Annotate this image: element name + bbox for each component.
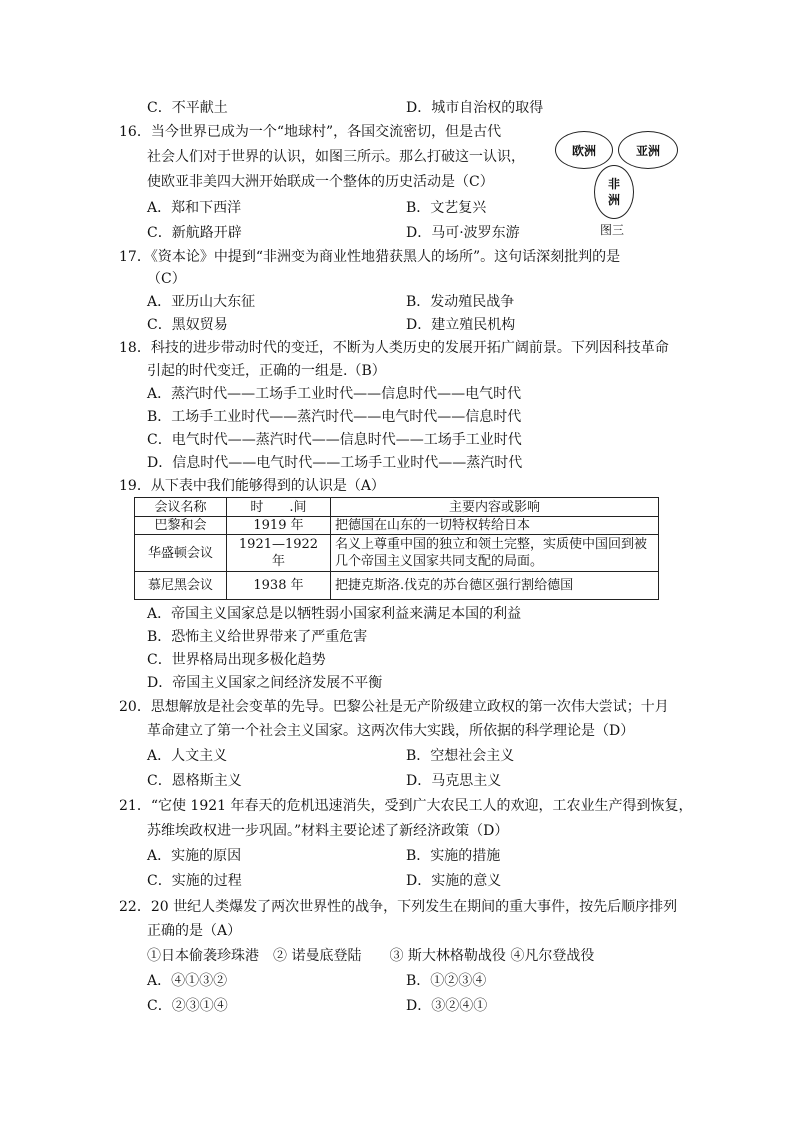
asia-bubble bbox=[618, 131, 678, 169]
asia-label: 亚洲 bbox=[635, 143, 660, 158]
table-cell: 1921—1922 年 bbox=[227, 535, 331, 572]
q16-option-c: C．新航路开辟 bbox=[147, 225, 242, 241]
q20-option-c: C．恩格斯主义 bbox=[147, 773, 242, 789]
table-header-cell: 会议名称 bbox=[135, 498, 227, 517]
q16-stem-line1: 16．当今世界已成为一个“地球村”，各国交流密切，但是古代 bbox=[119, 124, 502, 140]
table-cell: 1919 年 bbox=[227, 517, 331, 535]
q19-stem-line1: 19．从下表中我们能够得到的认识是（A） bbox=[119, 478, 385, 494]
q22-option-b: B．①②③④ bbox=[406, 973, 487, 989]
table-cell: 1938 年 bbox=[227, 572, 331, 600]
table-cell: 华盛顿会议 bbox=[135, 535, 227, 572]
table-row bbox=[135, 535, 659, 572]
table-header-row bbox=[135, 498, 659, 517]
q20-stem-line2: 革命建立了第一个社会主义国家。这两次伟大实践，所依据的科学理论是（D） bbox=[147, 723, 635, 739]
q18-option-a: A．蒸汽时代——工场手工业时代——信息时代——电气时代 bbox=[147, 386, 522, 402]
table-cell: 把德国在山东的一切特权转给日本 bbox=[331, 517, 659, 535]
africa-label-2: 洲 bbox=[607, 193, 620, 207]
q18-stem-line2: 引起的时代变迁，正确的一组是.（B） bbox=[147, 363, 386, 379]
q21-stem-line2: 苏维埃政权进一步巩固。”材料主要论述了新经济政策（D） bbox=[147, 823, 509, 839]
q21-option-a: A．实施的原因 bbox=[147, 848, 242, 864]
q17-stem-line1: 17．《资本论》中提到“非洲变为商业性地猎获黑人的场所”。这句话深刻批判的是 bbox=[119, 249, 621, 265]
q22-stem-line2: 正确的是（A） bbox=[147, 923, 242, 939]
table-cell: 名义上尊重中国的独立和领土完整，实质使中国回到被几个帝国主义国家共同支配的局面。 bbox=[331, 535, 659, 572]
q16-option-a: A．郑和下西洋 bbox=[147, 200, 242, 216]
q17-option-b: B．发动殖民战争 bbox=[406, 294, 515, 310]
q19-option-c: C．世界格局出现多极化趋势 bbox=[147, 652, 326, 668]
q22-option-c: C．②③①④ bbox=[147, 998, 228, 1014]
figure-three bbox=[548, 128, 698, 238]
europe-bubble bbox=[555, 131, 613, 169]
table-cell: 把捷克斯洛.伐克的苏台德区强行割给德国 bbox=[331, 572, 659, 600]
q16-stem-line3: 使欧亚非美四大洲开始联成一个整体的历史活动是（C） bbox=[147, 174, 494, 190]
q19-option-b: B．恐怖主义给世界带来了严重危害 bbox=[147, 629, 368, 645]
q21-option-c: C．实施的过程 bbox=[147, 873, 242, 889]
q17-option-a: A．亚历山大东征 bbox=[147, 294, 256, 310]
q15-option-c: C．不平献土 bbox=[147, 100, 228, 116]
q17-option-c: C．黑奴贸易 bbox=[147, 317, 228, 333]
q22-option-a: A．④①③② bbox=[147, 973, 228, 989]
q21-option-b: B．实施的措施 bbox=[406, 848, 501, 864]
q22-stem-line1: 22．20 世纪人类爆发了两次世界性的战争，下列发生在期间的重大事件，按先后顺序排列 bbox=[119, 899, 678, 915]
q16-option-b: B．文艺复兴 bbox=[406, 200, 487, 216]
conference-table bbox=[134, 497, 659, 600]
q18-option-b: B．工场手工业时代——蒸汽时代——电气时代——信息时代 bbox=[147, 409, 522, 425]
q20-option-b: B．空想社会主义 bbox=[406, 748, 515, 764]
q16-stem-line2: 社会人们对于世界的认识，如图三所示。那么打破这一认识， bbox=[147, 149, 525, 165]
q18-option-c: C．电气时代——蒸汽时代——信息时代——工场手工业时代 bbox=[147, 432, 522, 448]
q15-option-d: D．城市自治权的取得 bbox=[406, 100, 544, 116]
q16-option-d: D．马可·波罗东游 bbox=[406, 225, 520, 241]
africa-label-1: 非 bbox=[607, 177, 620, 191]
q17-option-d: D．建立殖民机构 bbox=[406, 317, 516, 333]
q21-stem-line1: 21．“它使 1921 年春天的危机迅速消失，受到广大农民工人的欢迎，工农业生产得到恢复， bbox=[119, 798, 693, 814]
q17-stem-line2: （C） bbox=[147, 271, 186, 287]
table-header-cell: 时 .间 bbox=[227, 498, 331, 517]
q20-option-a: A．人文主义 bbox=[147, 748, 228, 764]
table-header-cell: 主要内容或影响 bbox=[331, 498, 659, 517]
africa-bubble bbox=[594, 165, 634, 219]
q20-option-d: D．马克思主义 bbox=[406, 773, 502, 789]
q20-stem-line1: 20．思想解放是社会变革的先导。巴黎公社是无产阶级建立政权的第一次伟大尝试；十月 bbox=[119, 699, 669, 715]
q21-option-d: D．实施的意义 bbox=[406, 873, 502, 889]
table-row bbox=[135, 517, 659, 535]
table-cell: 巴黎和会 bbox=[135, 517, 227, 535]
q22-events: ①日本偷袭珍珠港 ② 诺曼底登陆 ③ 斯大林格勒战役 ④凡尔登战役 bbox=[147, 948, 595, 964]
q19-option-d: D．帝国主义国家之间经济发展不平衡 bbox=[147, 675, 383, 691]
europe-label: 欧洲 bbox=[571, 143, 596, 158]
q18-option-d: D．信息时代——电气时代——工场手工业时代——蒸汽时代 bbox=[147, 455, 523, 471]
table-row bbox=[135, 572, 659, 600]
q22-option-d: D．③②④① bbox=[406, 998, 488, 1014]
q18-stem-line1: 18．科技的进步带动时代的变迁，不断为人类历史的发展开拓广阔前景。下列因科技革命 bbox=[119, 340, 669, 356]
table-cell: 慕尼黑会议 bbox=[135, 572, 227, 600]
figure-caption: 图三 bbox=[600, 223, 625, 237]
q19-option-a: A．帝国主义国家总是以牺牲弱小国家利益来满足本国的利益 bbox=[147, 606, 522, 622]
